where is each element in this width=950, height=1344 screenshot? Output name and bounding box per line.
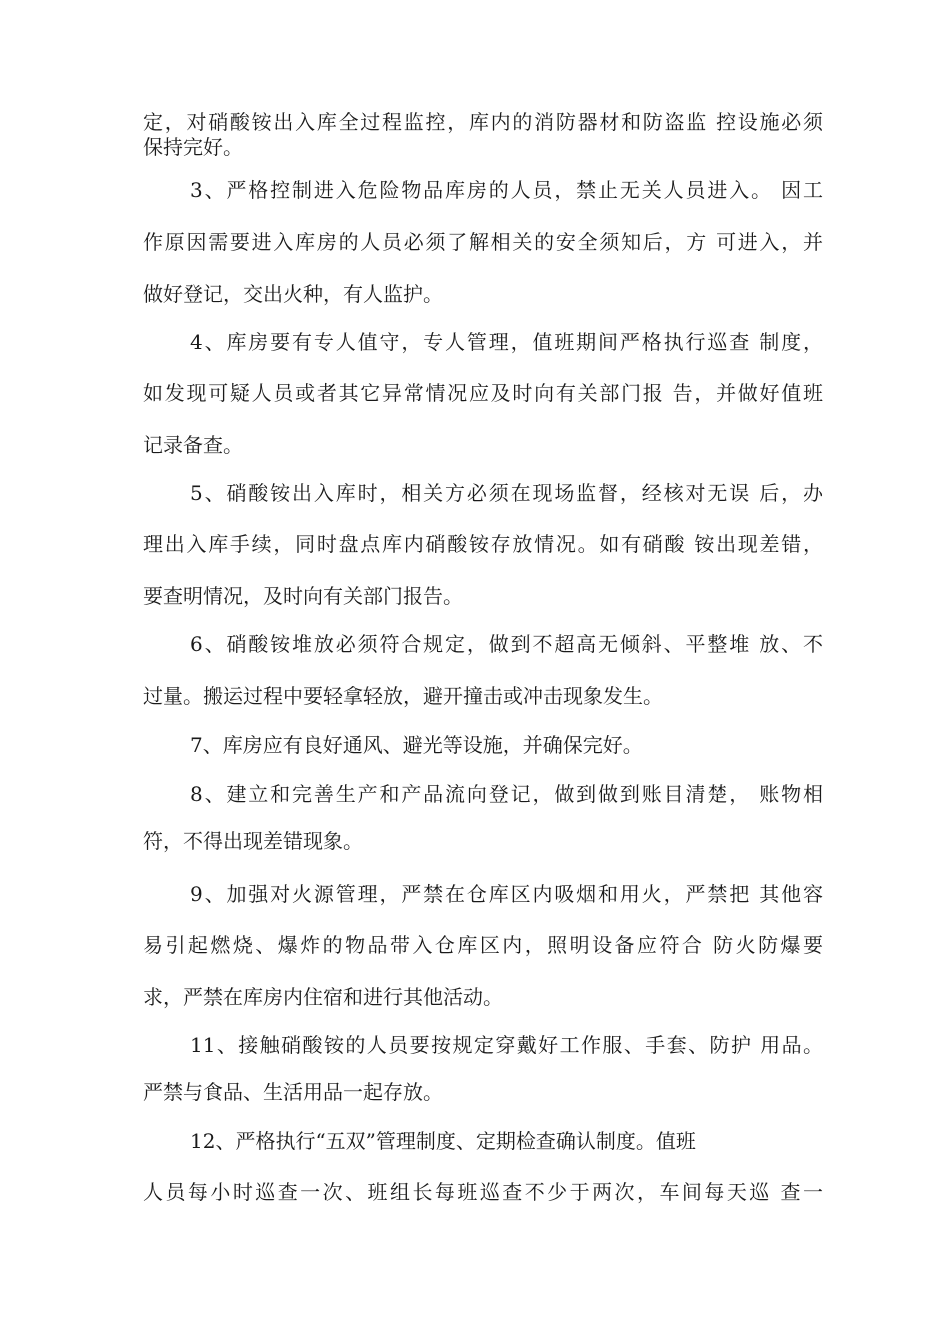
text-line-3: 3、严格控制进入危险物品库房的人员，禁止无关人员进入。 因工	[190, 178, 823, 202]
text-line-18: 易引起燃烧、爆炸的物品带入仓库区内，照明设备应符合 防火防爆要	[143, 933, 823, 957]
text-line-23: 人员每小时巡查一次、班组长每班巡查不少于两次，车间每天巡 查一	[143, 1180, 823, 1204]
text-line-20: 11、接触硝酸铵的人员要按规定穿戴好工作服、手套、防护 用品。	[190, 1033, 823, 1057]
text-line-9: 5、硝酸铵出入库时，相关方必须在现场监督，经核对无误 后，办	[190, 481, 823, 505]
text-line-19: 求，严禁在库房内住宿和进行其他活动。	[143, 985, 503, 1009]
text-line-14: 7、库房应有良好通风、避光等设施，并确保完好。	[190, 733, 643, 757]
text-line-11: 要查明情况，及时向有关部门报告。	[143, 584, 463, 608]
text-line-15: 8、建立和完善生产和产品流向登记，做到做到账目清楚， 账物相	[190, 782, 823, 806]
text-line-13: 过量。搬运过程中要轻拿轻放，避开撞击或冲击现象发生。	[143, 684, 663, 708]
text-line-8: 记录备查。	[143, 433, 243, 457]
text-line-5: 做好登记，交出火种，有人监护。	[143, 282, 443, 306]
text-line-21: 严禁与食品、生活用品一起存放。	[143, 1080, 443, 1104]
text-line-7: 如发现可疑人员或者其它异常情况应及时向有关部门报 告，并做好值班	[143, 381, 823, 405]
text-line-22: 12、严格执行“五双”管理制度、定期检查确认制度。值班	[190, 1129, 696, 1153]
text-line-16: 符，不得出现差错现象。	[143, 829, 363, 853]
text-line-12: 6、硝酸铵堆放必须符合规定，做到不超高无倾斜、平整堆 放、不	[190, 632, 823, 656]
text-line-6: 4、库房要有专人值守，专人管理，值班期间严格执行巡查 制度，	[190, 330, 823, 354]
text-line-17: 9、加强对火源管理，严禁在仓库区内吸烟和用火，严禁把 其他容	[190, 882, 823, 906]
text-line-10: 理出入库手续，同时盘点库内硝酸铵存放情况。如有硝酸 铵出现差错，	[143, 532, 823, 556]
text-line-1: 定，对硝酸铵出入库全过程监控，库内的消防器材和防盗监 控设施必须	[143, 110, 823, 134]
text-line-4: 作原因需要进入库房的人员必须了解相关的安全须知后，方 可进入，并	[143, 230, 823, 254]
text-line-2: 保持完好。	[143, 135, 243, 159]
